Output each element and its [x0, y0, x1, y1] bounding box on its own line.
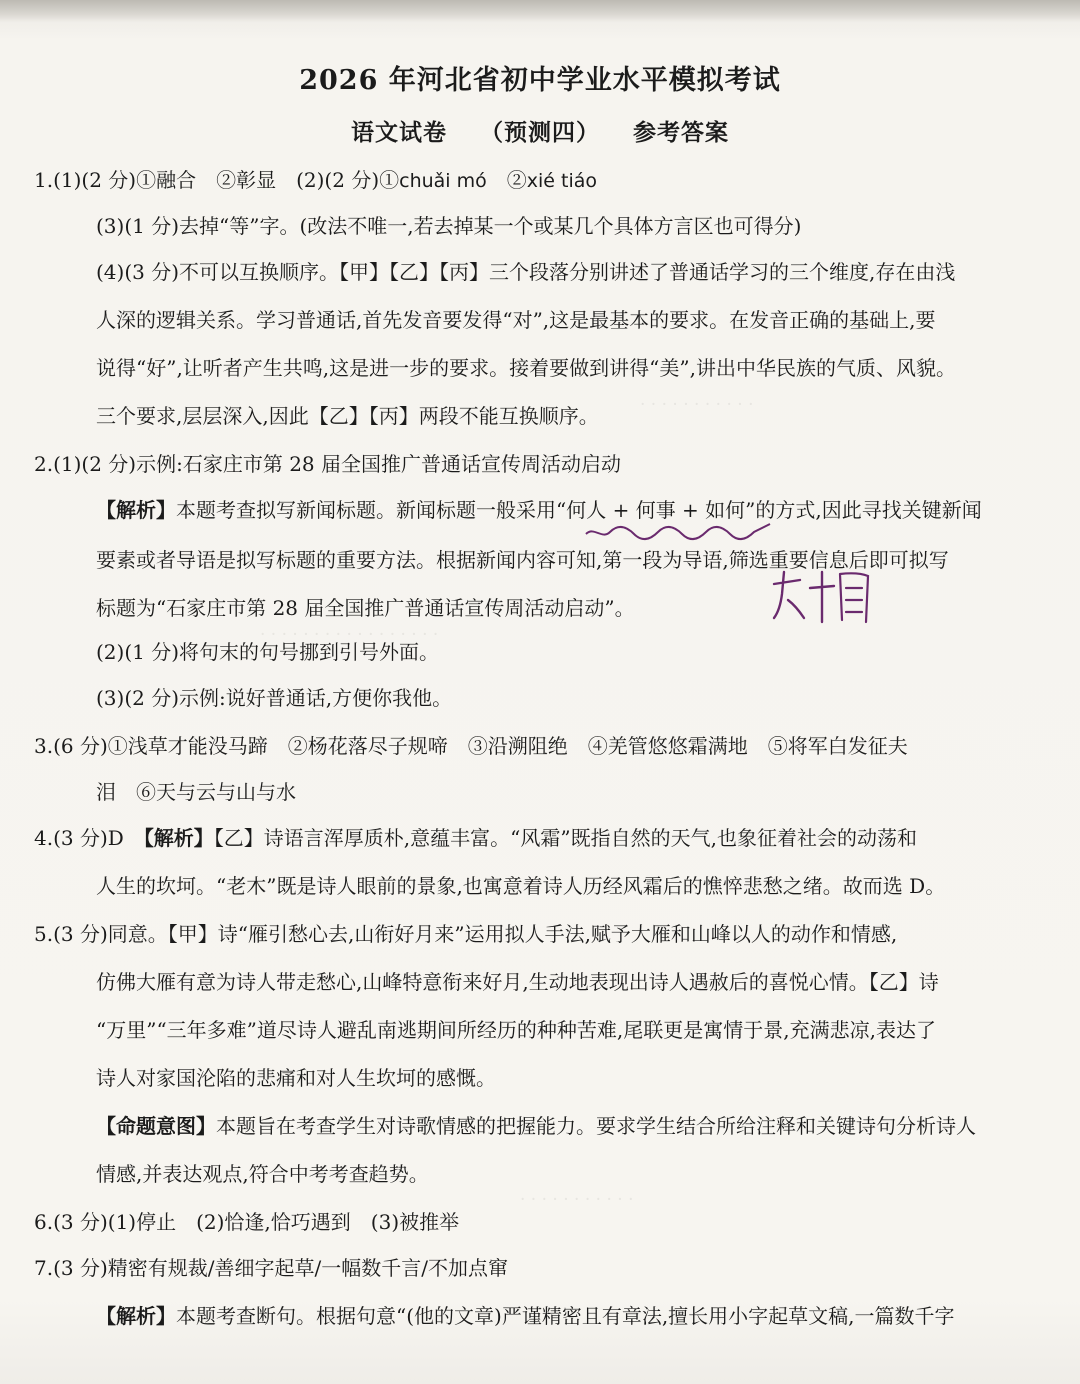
analysis-tag: 【解析】 — [96, 498, 176, 522]
q2-line-2 — [96, 496, 982, 524]
q7-line-1: 7.(3 分)精密有规裁/善细字起草/一幅数千言/不加点窜 — [34, 1256, 508, 1280]
q3-line-2: 泪 ⑥天与云与山与水 — [96, 780, 296, 804]
subtitle-edition: （预测四） — [480, 119, 600, 146]
q4-line-2: 人生的坎坷。“老木”既是诗人眼前的景象,也寓意着诗人历经风霜后的憔悴悲愁之绪。故而选 D。 — [96, 874, 946, 898]
q1-line-4: 人深的逻辑关系。学习普通话,首先发音要发得“对”,这是最基本的要求。在发音正确的基础上,要 — [96, 308, 936, 332]
q1-answer-part: 1.(1)(2 分)①融合 ②彰显 (2)(2 分)① — [34, 168, 400, 192]
q5-line-1: 5.(3 分)同意。【甲】诗“雁引愁心去,山衔好月来”运用拟人手法,赋予大雁和山峰以人的动作和情感, — [34, 922, 898, 946]
q2-analysis-text: 本题考查拟写新闻标题。新闻标题一般采用“何人 + 何事 + 如何”的方式,因此寻找关键新闻 — [176, 498, 982, 522]
q5-line-3: “万里”“三年多难”道尽诗人避乱南逃期间所经历的种种苦难,尾联更是寓情于景,充满悲凉,表达了 — [96, 1018, 936, 1042]
pen-underline-squiggle — [584, 520, 774, 544]
bleed-through-text: · · · · · · · · · · · · · · · · · — [260, 625, 439, 645]
intent-tag: 【命题意图】 — [96, 1114, 216, 1138]
q2-line-1: 2.(1)(2 分)示例:石家庄市第 28 届全国推广普通话宣传周活动启动 — [34, 452, 622, 476]
q4-line-1 — [34, 824, 917, 852]
analysis-tag: 【解析】 — [96, 1304, 176, 1328]
q1-line-3: (4)(3 分)不可以互换顺序。【甲】【乙】【丙】三个段落分别讲述了普通话学习的三个维度,存在由浅 — [96, 260, 956, 284]
paper-fold-shadow — [0, 0, 1080, 22]
q3-line-1: 3.(6 分)①浅草才能没马蹄 ②杨花落尽子规啼 ③沿溯阻绝 ④羌管悠悠霜满地 ⑤将军白发征夫 — [34, 734, 908, 758]
q4-analysis-text: 【乙】诗语言浑厚质朴,意蕴丰富。“风霜”既指自然的天气,也象征着社会的动荡和 — [213, 826, 917, 850]
handwritten-note — [770, 566, 880, 626]
q1-line-5: 说得“好”,让听者产生共鸣,这是进一步的要求。接着要做到讲得“美”,讲出中华民族的气质、风貌。 — [96, 356, 956, 380]
q5-line-5 — [96, 1112, 976, 1140]
q5-line-2: 仿佛大雁有意为诗人带走愁心,山峰特意衔来好月,生动地表现出诗人遇赦后的喜悦心情。【乙】诗 — [96, 970, 939, 994]
bleed-through-text: · · · · · · · · · · · — [640, 395, 754, 415]
analysis-tag: 【解析】 — [143, 826, 214, 850]
pinyin-2: xié tiáo — [526, 170, 597, 192]
subtitle-subject: 语文试卷 — [350, 119, 447, 146]
q6-line-1: 6.(3 分)(1)停止 (2)恰逢,恰巧遇到 (3)被推举 — [34, 1210, 460, 1234]
q4-answer: 4.(3 分)D — [34, 826, 144, 850]
q1-line-6: 三个要求,层层深入,因此【乙】【丙】两段不能互换顺序。 — [96, 404, 599, 428]
q5-intent-text: 本题旨在考查学生对诗歌情感的把握能力。要求学生结合所给注释和关键诗句分析诗人 — [216, 1114, 976, 1138]
q2-line-3: 要素或者导语是拟写标题的重要方法。根据新闻内容可知,第一段为导语,筛选重要信息后即可拟写 — [96, 548, 949, 572]
q2-line-5: (2)(1 分)将句末的句号挪到引号外面。 — [96, 640, 440, 664]
q5-line-6: 情感,并表达观点,符合中考考查趋势。 — [96, 1162, 429, 1186]
q5-line-4: 诗人对家国沦陷的悲痛和对人生坎坷的感慨。 — [96, 1066, 496, 1090]
q7-analysis-text: 本题考查断句。根据句意“(他的文章)严谨精密且有章法,擅长用小字起草文稿,一篇数千字 — [176, 1304, 955, 1328]
q1-line-2: (3)(1 分)去掉“等”字。(改法不唯一,若去掉某一个或某几个具体方言区也可得分) — [96, 214, 802, 238]
q2-line-6: (3)(2 分)示例:说好普通话,方便你我他。 — [96, 686, 453, 710]
pinyin-1: chuǎi mó — [399, 170, 487, 192]
q2-line-4: 标题为“石家庄市第 28 届全国推广普通话宣传周活动启动”。 — [96, 596, 635, 620]
subtitle-answer-key: 参考答案 — [633, 119, 730, 146]
page-subtitle — [0, 114, 1080, 147]
q1-answer-sep: ② — [486, 168, 527, 192]
q7-line-2 — [96, 1302, 955, 1330]
bleed-through-text: · · · · · · · · · · · — [520, 1190, 634, 1210]
page-title: 2026 年河北省初中学业水平模拟考试 — [299, 65, 781, 96]
q1-line-1 — [34, 166, 597, 195]
